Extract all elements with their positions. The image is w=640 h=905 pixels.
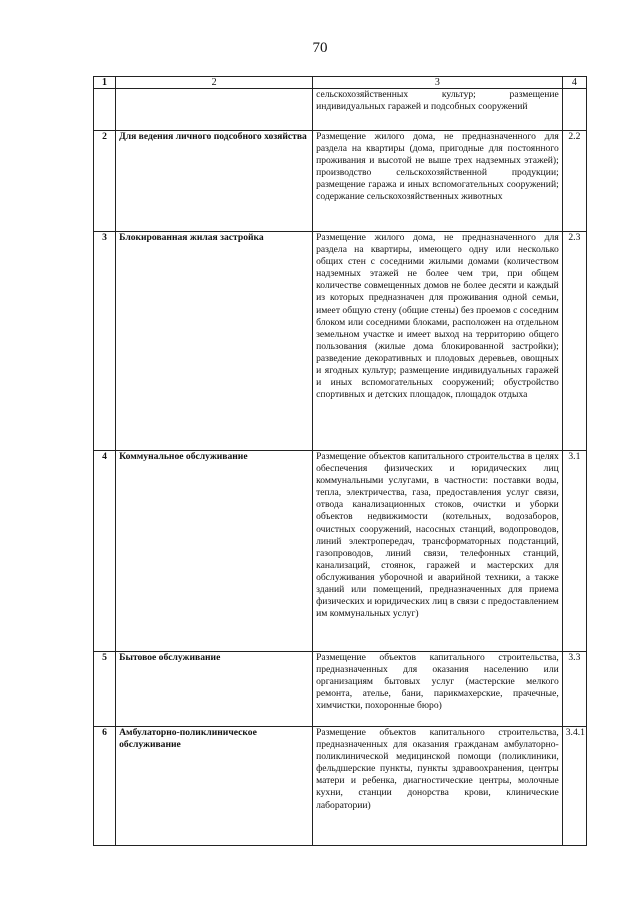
row-code: 2.3 xyxy=(562,232,586,451)
row-description: Размещение жилого дома, не предназначенного для раздела на квартиры (дома, пригодные для постоянного проживания и высотой не выше трех надземных этажей); производство сельскохозяйственной продукции; размещение гаража и иных вспомогательных сооружений; содержание сельскохозяйственных животных xyxy=(313,131,563,232)
row-code xyxy=(562,89,586,131)
table-row xyxy=(94,89,587,131)
table-row xyxy=(94,727,587,846)
row-description: сельскохозяйственных культур; размещение индивидуальных гаражей и подсобных сооружений xyxy=(313,89,563,131)
row-use-name: Коммунальное обслуживание xyxy=(116,451,313,652)
row-code: 3.1 xyxy=(562,451,586,652)
row-code: 3.4.1 xyxy=(562,727,586,846)
row-description: Размещение объектов капитального строительства, предназначенных для оказания гражданам амбулаторно-поликлинической медицинской помощи (поликлиники, фельдшерские пункты, пункты здравоохранения, центры матери и ребенка, диагностические центры, молочные кухни, станции донорства крови, клинические лаборатории) xyxy=(313,727,563,846)
table-row xyxy=(94,131,587,232)
table-header-row xyxy=(94,77,587,89)
row-code: 3.3 xyxy=(562,652,586,727)
row-use-name: Амбулаторно-поликлиническое обслуживание xyxy=(116,727,313,846)
row-number: 3 xyxy=(94,232,116,451)
header-col-1: 1 xyxy=(94,77,116,89)
row-use-name xyxy=(116,89,313,131)
row-code: 2.2 xyxy=(562,131,586,232)
row-number: 2 xyxy=(94,131,116,232)
row-number: 4 xyxy=(94,451,116,652)
table-row xyxy=(94,451,587,652)
table-row xyxy=(94,232,587,451)
row-number: 6 xyxy=(94,727,116,846)
header-col-4: 4 xyxy=(562,77,586,89)
row-number xyxy=(94,89,116,131)
page-number: 70 xyxy=(312,40,328,56)
header-col-3: 3 xyxy=(313,77,563,89)
row-use-name: Для ведения личного подсобного хозяйства xyxy=(116,131,313,232)
row-description: Размещение объектов капитального строительства, предназначенных для оказания населению или организациям бытовых услуг (мастерские мелкого ремонта, ателье, бани, парикмахерские, прачечные, химчистки, похоронные бюро) xyxy=(313,652,563,727)
row-description: Размещение жилого дома, не предназначенного для раздела на квартиры, имеющего одну или несколько общих стен с соседними жилыми домами (количеством надземных этажей не более чем три, при общем количестве совмещенных домов не более десяти и каждый из которых предназначен для проживания одной семьи, имеет общую стену (общие стены) без проемов с соседним блоком или соседними блоками, расположен на отдельном земельном участке и имеет выход на территорию общего пользования (жилые дома блокированной застройки); разведение декоративных и плодовых деревьев, овощных и ягодных культур; размещение индивидуальных гаражей и иных вспомогательных сооружений; обустройство спортивных и детских площадок, площадок отдыха xyxy=(313,232,563,451)
land-use-table xyxy=(93,76,587,846)
header-col-2: 2 xyxy=(116,77,313,89)
table-row xyxy=(94,652,587,727)
row-description: Размещение объектов капитального строительства в целях обеспечения физических и юридических лиц коммунальными услугами, в частности: поставки воды, тепла, электричества, газа, предоставления услуг связи, отвода канализационных стоков, очистки и уборки объектов недвижимости (котельных, водозаборов, очистных сооружений, насосных станций, водопроводов, линий электропередач, трансформаторных подстанций, газопроводов, линий связи, телефонных станций, канализаций, стоянок, гаражей и мастерских для обслуживания уборочной и аварийной техники, а также зданий или помещений, предназначенных для приема физических и юридических лиц в связи с предоставлением им коммунальных услуг) xyxy=(313,451,563,652)
row-use-name: Блокированная жилая застройка xyxy=(116,232,313,451)
row-number: 5 xyxy=(94,652,116,727)
row-use-name: Бытовое обслуживание xyxy=(116,652,313,727)
